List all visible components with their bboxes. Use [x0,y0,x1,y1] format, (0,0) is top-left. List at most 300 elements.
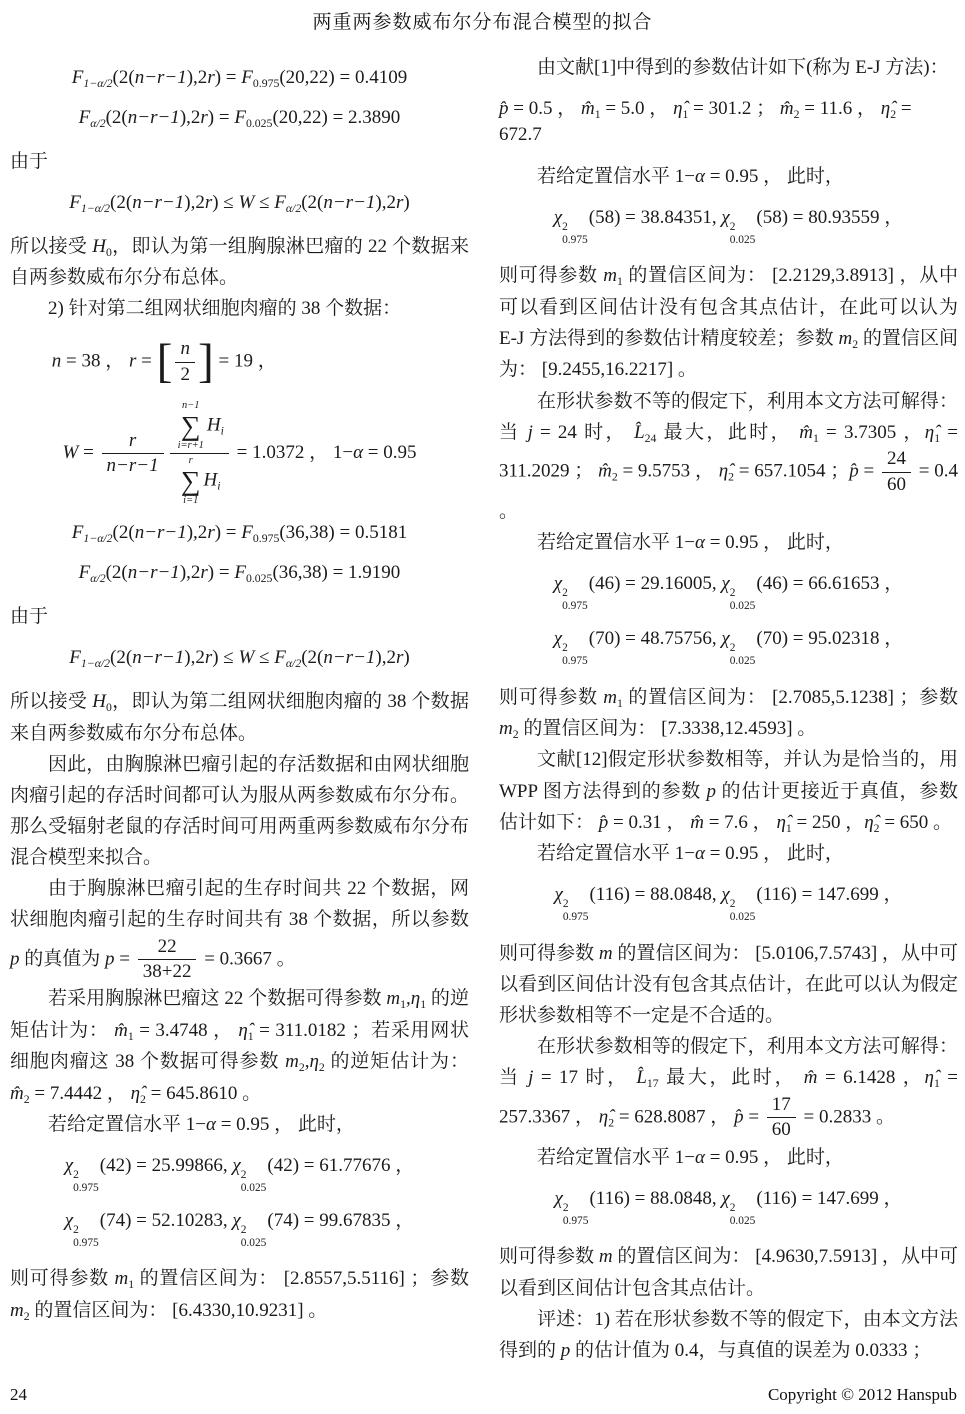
text-run: (74) = 52.10283, [99,1209,233,1231]
page-number: 24 [10,1385,27,1404]
text-run: 在形状参数不等的假定下，利用本文方法可解得：当 [499,390,958,443]
text-run: = 5.0 ， [600,98,674,120]
subscript: 17 [646,1077,659,1091]
text-run: (70) = 48.75756, [588,627,722,649]
subscript: 2 [852,338,859,352]
subscript: 0.025 [240,1182,267,1195]
text-run: (116) = 147.699 ， [756,884,903,906]
math-var: F [234,106,246,128]
text-run: (116) = 88.0848, [589,884,722,906]
text-run: = 7.6 ， [703,811,777,833]
text-run: = 6.1428 ， [817,1067,925,1089]
math-var: m [114,1268,129,1290]
math-var: r [207,67,215,88]
superscript: 2 [240,1169,247,1182]
math-var: χ [721,884,730,906]
text-run: (70) = 95.02318 ， [756,627,904,649]
math-var: r [207,522,215,544]
math-var: n [51,350,62,372]
text-run: 的逆矩估计为： [10,988,469,1041]
copyright: Copyright © 2012 Hanspub [767,1385,957,1404]
formula [10,400,469,507]
math-var: n−r−1 [132,191,185,213]
big-delimiter: ] [197,335,214,388]
math-var: F [241,522,253,544]
subscript: 0.025 [245,116,273,130]
math-var: j [528,1067,534,1089]
subscript: 1 [616,696,623,710]
subscript: 0.975 [562,911,589,924]
text-run: = [136,350,157,372]
text-run: 因此，由胸腺淋巴瘤引起的存活数据和由网状细胞肉瘤引起的存活时间都可认为服从两参数威布尔分布。那么受辐射老鼠的存活时间可用两重两参数威布尔分布混合模型来拟合。 [10,753,469,869]
subscript: 1 [247,1029,254,1043]
superscript: 2 [562,587,568,600]
math-var: m [598,1246,613,1268]
subscript: 1 [682,108,689,122]
math-var: η̂ [130,1082,141,1104]
text-run: 若给定置信水平 1− [537,165,695,187]
paragraph [499,52,958,83]
math-var: η̂ [673,98,683,120]
text-run: (116) = 88.0848, [589,1187,722,1209]
sup-sub-stack [73,1224,99,1250]
big-delimiter: [ [156,335,173,388]
text-run: = 672.7 [499,98,912,145]
text-run: 的估计更接近于真值，参数估计如下： [499,780,958,833]
superscript: 2 [240,1223,247,1236]
math-var: χ [554,884,563,906]
text-run: = 311.2029 ； [499,421,958,482]
text-run: = 0.4 。 [499,460,959,523]
math-var: L̂ [634,421,645,443]
subscript: 2 [890,108,897,122]
subscript: 0.975 [73,1236,99,1249]
paragraph [499,744,958,838]
subscript: α/2 [285,201,302,215]
subscript: 1 [934,431,941,445]
math-var: n−r−1 [127,562,180,584]
page-title: 两重两参数威布尔分布混合模型的拟合 [312,12,653,33]
math-var: F [78,562,91,584]
sup-sub-stack [563,898,589,924]
text-run: 的逆矩估计为： [324,1051,469,1073]
text-run: (36,38) = 1.9190 [272,562,401,584]
subscript: 1 [127,1029,134,1043]
math-var: η̂ [718,460,729,482]
math-var: m [386,988,401,1010]
page-footer [10,1385,957,1405]
paragraph [10,1263,469,1326]
sup-sub-stack [241,1169,267,1195]
formula [499,572,958,613]
math-var: p̂ [734,1106,744,1128]
math-var: p̂ [849,460,859,482]
text-run: 由文献[1]中得到的参数估计如下(称为 E-J 方法)： [537,57,949,78]
math-var: α [694,165,705,187]
text-run: 则可得参数 [499,1246,599,1268]
fraction [170,400,229,507]
text-run: 若给定置信水平 1− [537,843,695,865]
summation [181,455,201,507]
text-run: ) [403,191,410,213]
math-var: χ [721,627,730,649]
subscript: 0.025 [729,233,756,246]
subscript: 0.975 [562,600,588,613]
math-var: χ [64,1209,74,1231]
paragraph [10,601,469,632]
sum-lower-limit: i=1 [183,495,199,507]
math-var: η̂ [924,1067,934,1089]
sup-sub-stack [730,587,756,613]
paragraph [10,983,469,1109]
math-var: r [129,350,137,372]
fraction [767,1094,796,1142]
paragraph [499,838,958,869]
math-var: χ [721,1187,730,1209]
paragraph [10,749,469,874]
column-right [499,52,958,1366]
math-var: η̂ [776,811,786,833]
math-var: F [78,106,91,128]
sup-sub-stack [730,1202,756,1228]
math-var: η̂ [598,1106,609,1128]
subscript: 2 [873,821,880,835]
math-var: W [62,442,79,464]
text-run: = 11.6 ， [799,98,881,120]
subscript: 0.975 [73,1182,99,1195]
text-run: 由于 [10,606,49,628]
paragraph [499,682,958,745]
text-run: = [858,460,880,482]
math-var: W [238,191,255,213]
two-column-body [10,52,958,1366]
math-var: m̂ [114,1019,128,1041]
text-run: = 0.2833 。 [798,1106,895,1128]
text-run: 2) 针对第二组网状细胞肉瘤的 38 个数据： [48,298,402,320]
column-left [10,52,469,1366]
text-run: (2( [112,522,135,544]
paragraph [499,1142,958,1173]
math-var: χ [232,1155,241,1177]
math-var: W [238,647,255,669]
math-var: α [353,442,364,464]
text-run: (58) = 38.84351, [588,206,722,228]
subscript: 1 [400,998,407,1012]
subscript: 24 [644,431,657,445]
text-run: = [743,1106,764,1128]
math-var: H [206,414,221,436]
superscript: 2 [729,220,736,233]
text-run: , [406,988,411,1010]
formula [10,521,469,547]
text-run: 最大，此时， [658,1067,804,1089]
text-run: 所以接受 [10,235,93,257]
math-var: m̂ [580,98,595,120]
math-var: n−r−1 [106,455,159,477]
math-var: n−r−1 [323,647,376,669]
text-run: 的置信区间为： [4.9630,7.5913] ，从中可以看到区间估计包含其点估计。 [499,1246,958,1299]
fraction [882,448,911,496]
text-run: ),2 [179,106,201,128]
numerator: 24 [882,448,911,472]
paragraph [10,873,469,983]
subscript: α/2 [285,657,302,671]
text-run: 的置信区间为： [2.2129,3.8913] ，从中可以看到区间估计没有包含其点估计，在此可以认为 E-J 方法得到的参数估计精度较差；参数 [499,265,958,350]
text-run: (46) = 29.16005, [588,573,722,595]
subscript: 2 [23,1309,30,1323]
math-var: p [706,780,717,802]
text-run: = 0.95 ， 此时， [704,1146,844,1168]
subscript: i [220,424,224,438]
text-run: ) ≤ [212,191,239,213]
fraction [102,430,164,478]
text-run: (116) = 147.699 ， [756,1187,903,1209]
text-run: 则可得参数 [499,942,599,964]
math-var: n−r−1 [134,67,187,88]
text-run: = [78,442,99,464]
subscript: 0.975 [252,532,280,546]
superscript: 2 [562,642,568,654]
text-run: = 1.0372 ， 1− [231,442,354,464]
text-run: ) = [207,106,235,128]
math-var: F [274,647,286,669]
paragraph [10,686,469,749]
text-run: (2( [112,67,135,88]
math-var: η̂ [238,1019,248,1041]
text-run: ),2 [184,647,205,669]
math-var: χ [232,1209,241,1231]
sup-sub-stack [730,221,756,247]
text-run: 的置信区间为： [9.2455,16.2217] 。 [499,328,958,381]
math-var: η̂ [924,421,935,443]
math-var: m [603,265,617,287]
text-run: = 257.3367 ， [499,1067,959,1128]
text-run: = 311.0182 ；若采用网状细胞肉瘤这 38 个数据可得参数 [10,1019,469,1073]
text-run: = 0.95 ， 此时， [704,843,844,865]
text-run: (2( [301,647,324,669]
denominator: 38+22 [142,961,192,982]
subscript: 1 [813,431,819,445]
math-var: F [274,191,286,213]
subscript: 2 [728,470,735,484]
subscript: 2 [611,470,618,484]
paragraph [499,527,958,558]
text-run: ) = [214,522,242,544]
math-var: χ [553,206,563,228]
summation [178,400,204,452]
subscript: 1 [616,275,623,289]
superscript: 2 [729,642,736,654]
text-run: 的置信区间为： [7.3338,12.4593] 。 [518,717,817,739]
math-var: χ [721,573,730,595]
superscript: 2 [729,587,736,600]
math-var: χ [64,1155,74,1177]
math-var: H [92,691,106,713]
formula [10,335,469,388]
math-var: F [234,562,246,584]
sup-sub-stack [730,898,756,924]
text-run: = 0.31 ， [608,811,691,833]
denominator [102,454,164,477]
subscript: 2 [140,1092,146,1106]
paragraph [499,1241,958,1303]
math-var: m [499,717,513,739]
formula [10,66,469,92]
text-run: 若采用胸腺淋巴瘤这 22 个数据可得参数 [48,988,387,1010]
text-run: ) [403,647,410,669]
subscript: 2 [512,728,519,742]
math-var: H [92,235,106,257]
subscript: 2 [608,1116,615,1130]
text-run: ),2 [184,191,205,213]
math-var: F [71,522,84,544]
denominator: 60 [771,1119,791,1141]
sup-sub-stack [562,587,588,613]
subscript: 0.025 [729,654,756,667]
numerator: 22 [138,936,197,960]
math-var: χ [553,627,563,649]
text-run: (2( [110,647,133,669]
sup-sub-stack [730,642,756,668]
text-run: = 9.5753 ， [617,460,719,482]
superscript: 2 [729,898,736,911]
math-var: r [204,191,213,213]
denominator [170,454,229,507]
formula [499,883,958,924]
text-run: = 628.8087 ， [614,1106,735,1128]
text-run: ),2 [375,191,396,213]
math-var: F [69,191,81,213]
subscript: α/2 [90,572,106,586]
text-run: 评述：1) 若在形状参数不等的假定下，由本文方法得到的 [499,1308,958,1361]
text-run: ) = [207,562,235,584]
subscript: 1−α/2 [80,657,111,671]
numerator [170,400,229,454]
math-var: m̂ [598,460,612,482]
text-run: (2( [110,191,133,213]
denominator: 60 [887,473,907,495]
formula [10,1154,469,1195]
text-run: = 38 ， [61,350,130,372]
math-var: p̂ [499,98,509,120]
paragraph [499,1304,958,1366]
math-var: η̂ [864,811,874,833]
subscript: 1 [594,108,601,122]
text-run: 文献[12]假定形状参数相等，并认为是恰当的，用 WPP 图方法得到的参数 [499,749,958,802]
text-run: 的置信区间为： [2.7085,5.1238] ；参数 [622,686,958,708]
formula [10,191,469,217]
fraction [138,936,197,984]
text-run: = 19 ， [213,350,277,372]
text-run: = 0.95 ， 此时， [704,532,844,554]
math-var: r [395,191,404,213]
math-var: χ [553,573,563,595]
sigma-icon: ∑ [180,465,201,497]
math-var: η [309,1051,319,1073]
math-var: n−r−1 [132,647,185,669]
text-run: = 0.3667 。 [199,947,296,969]
math-var: m̂ [779,98,794,120]
superscript: 2 [562,898,569,911]
math-var: α [694,1146,705,1168]
math-var: α [205,1114,216,1136]
text-run: = 650 。 [879,811,953,833]
math-var: p [560,1339,571,1361]
subscript: 0.025 [245,572,273,586]
math-var: F [241,67,253,88]
text-run: ) = [214,67,242,88]
text-run: 所以接受 [10,691,93,713]
paragraph [10,293,469,324]
text-run: = 0.95 ， 此时， [704,165,844,187]
sup-sub-stack [562,642,588,668]
text-run: 由于 [10,150,49,172]
math-var: r [200,106,208,128]
math-var: n−r−1 [323,191,376,213]
text-run: = 301.2 ； [688,98,780,120]
paragraph [499,938,958,1031]
text-run: 则可得参数 [499,686,604,708]
math-var: p [105,947,115,969]
text-run: 若给定置信水平 1− [48,1114,206,1136]
text-run: 若给定置信水平 1− [537,1146,695,1168]
math-var: χ [721,206,730,228]
text-run: = 250 ， [791,811,865,833]
paragraph [499,161,958,192]
numerator [175,338,195,362]
text-run: (2( [301,191,324,213]
math-var: r [204,647,213,669]
text-run: (2( [105,562,128,584]
text-run: 的真值为 [19,947,106,969]
formula [499,627,958,668]
text-run: = 24 时， [532,421,635,443]
math-var: α [694,843,705,865]
subscript: i [217,479,221,493]
subscript: 2 [23,1092,30,1106]
math-var: n−r−1 [134,522,187,544]
math-var: F [71,67,84,88]
sup-sub-stack [562,221,588,247]
text-run: 的置信区间为： [6.4330,10.9231] 。 [29,1299,328,1321]
formula [499,1187,958,1228]
paragraph [10,1109,469,1140]
math-var: m̂ [803,1067,818,1089]
math-var: F [69,647,81,669]
subscript: 0.025 [729,911,756,924]
text-run: ，即认为第一组胸腺淋巴瘤的 22 个数据来自两参数威布尔分布总体。 [10,235,469,289]
math-var: χ [554,1187,563,1209]
text-run: = 0.95 [363,442,417,464]
text-run: 则可得参数 [499,265,604,287]
subscript: 1 [933,1077,940,1091]
subscript: 0.025 [729,600,756,613]
formula [10,1209,469,1250]
paragraph [10,231,469,294]
text-run: , [304,1051,310,1073]
math-var: η̂ [880,98,891,120]
subscript: 1 [128,1278,135,1292]
text-run: = 3.7305 ， [818,421,925,443]
math-var: j [527,421,533,443]
math-var: m [598,942,613,964]
text-run: ),2 [375,647,396,669]
math-var: m [10,1299,24,1321]
sup-sub-stack [563,1202,589,1228]
numerator [102,430,164,454]
fraction [175,338,195,386]
subscript: 1 [420,998,427,1012]
